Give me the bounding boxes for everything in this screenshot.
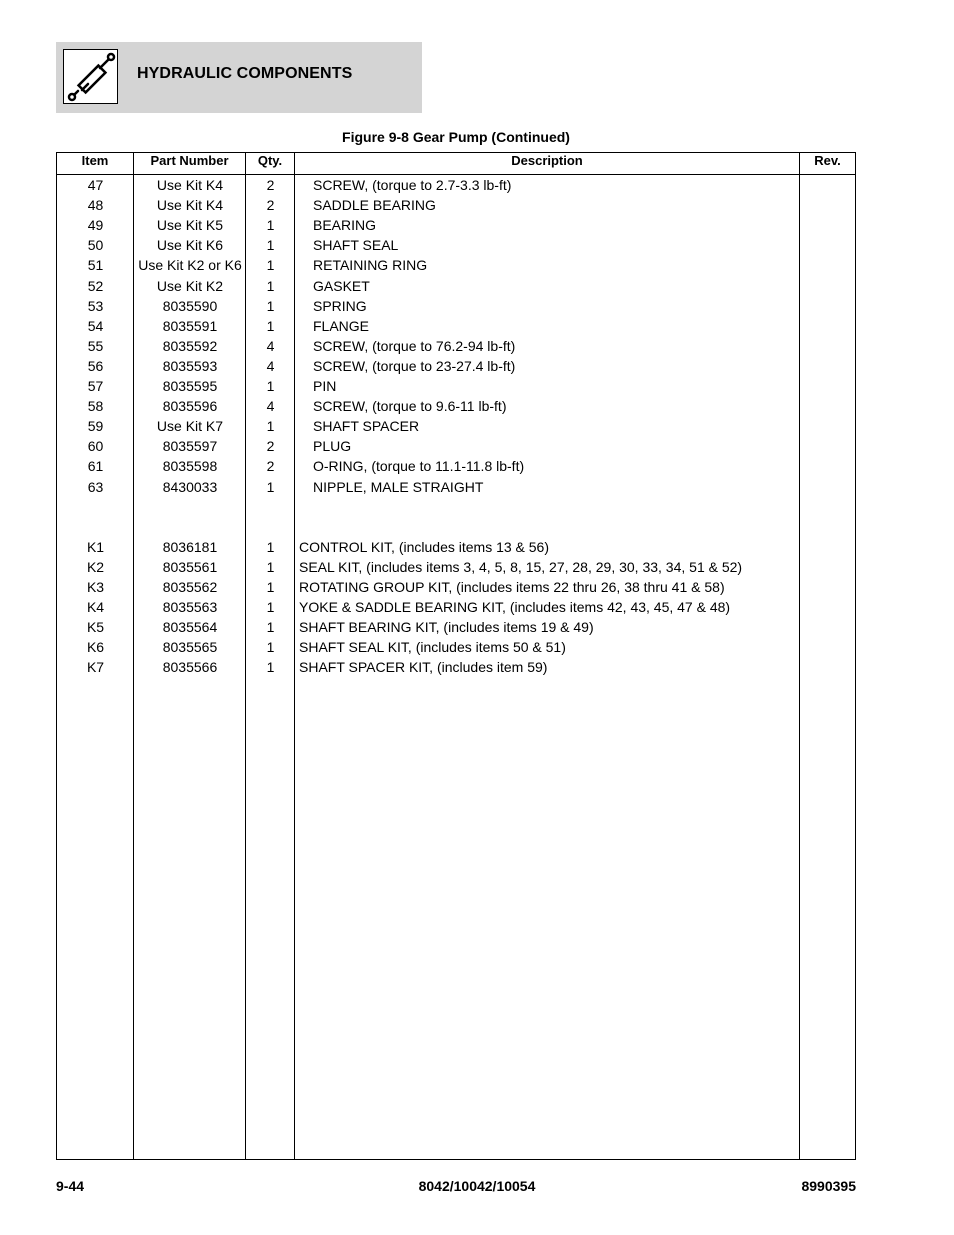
- column-header-rev: Rev.: [814, 153, 841, 168]
- item-cell: K2: [86, 558, 105, 575]
- table-row: [57, 316, 855, 336]
- qty-cell: 1: [266, 378, 275, 394]
- table-row: [57, 215, 855, 235]
- column-header-part-number: Part Number: [150, 153, 229, 168]
- qty-cell: 1: [266, 579, 275, 595]
- part-number-cell: 8035590: [162, 297, 218, 314]
- item-cell: 51: [87, 257, 104, 274]
- description-cell: O-RING, (torque to 11.1-11.8 lb-ft): [313, 458, 525, 475]
- qty-cell: 2: [266, 458, 275, 475]
- item-cell: 58: [87, 398, 104, 415]
- item-cell: 57: [87, 378, 104, 394]
- table-row: [57, 416, 855, 436]
- description-cell: SCREW, (torque to 76.2-94 lb-ft): [313, 337, 516, 354]
- item-cell: 59: [87, 418, 104, 435]
- table-row: [57, 497, 855, 517]
- part-number-cell: 8035591: [162, 317, 218, 334]
- part-number-cell: 8035561: [162, 558, 218, 575]
- item-cell: K4: [86, 599, 105, 616]
- table-row: [57, 456, 855, 476]
- item-cell: 49: [87, 217, 104, 234]
- table-row: [57, 235, 855, 255]
- description-cell: SADDLE BEARING: [313, 197, 436, 214]
- table-row: [57, 396, 855, 416]
- part-number-cell: Use Kit K4: [156, 197, 224, 214]
- description-cell: SPRING: [313, 297, 367, 314]
- table-row: [57, 376, 855, 396]
- qty-cell: 1: [266, 277, 275, 294]
- part-number-cell: 8430033: [162, 478, 218, 495]
- section-title: HYDRAULIC COMPONENTS: [137, 65, 353, 82]
- item-cell: K1: [86, 538, 105, 555]
- column-header-description: Description: [511, 153, 583, 168]
- qty-cell: 4: [266, 337, 275, 354]
- description-cell: PLUG: [313, 438, 352, 455]
- part-number-cell: 8035595: [162, 378, 218, 394]
- table-row: [57, 296, 855, 316]
- qty-cell: 1: [266, 478, 275, 495]
- qty-cell: 1: [266, 599, 275, 616]
- table-row: [57, 276, 855, 296]
- description-cell: SCREW, (torque to 9.6-11 lb-ft): [313, 398, 507, 415]
- item-cell: 52: [87, 277, 104, 294]
- part-number-cell: Use Kit K7: [156, 418, 224, 435]
- qty-cell: 2: [266, 177, 275, 193]
- qty-cell: 1: [266, 659, 275, 676]
- table-row: [57, 195, 855, 215]
- table-row: [57, 175, 855, 195]
- description-cell: CONTROL KIT, (includes items 13 & 56): [299, 538, 550, 555]
- table-row: [57, 356, 855, 376]
- part-number-cell: 8035596: [162, 398, 218, 415]
- description-cell: SCREW, (torque to 23-27.4 lb-ft): [313, 357, 516, 374]
- description-cell: RETAINING RING: [313, 257, 428, 274]
- qty-cell: 1: [266, 317, 275, 334]
- table-row: [57, 336, 855, 356]
- description-cell: SEAL KIT, (includes items 3, 4, 5, 8, 15, 27, 28, 29, 30, 33, 34, 51 & 52): [299, 558, 743, 575]
- parts-table: [56, 152, 856, 1160]
- qty-cell: 1: [266, 619, 275, 636]
- description-cell: SCREW, (torque to 2.7-3.3 lb-ft): [313, 177, 512, 193]
- item-cell: 60: [87, 438, 104, 455]
- qty-cell: 1: [266, 297, 275, 314]
- description-cell: PIN: [313, 378, 337, 394]
- part-number-cell: Use Kit K2 or K6: [138, 257, 242, 274]
- table-row: [57, 577, 855, 597]
- description-cell: SHAFT SEAL KIT, (includes items 50 & 51): [299, 639, 566, 656]
- description-cell: FLANGE: [313, 317, 370, 334]
- item-cell: 50: [87, 237, 104, 254]
- column-header-qty: Qty.: [257, 153, 283, 168]
- qty-cell: 1: [266, 639, 275, 656]
- item-cell: K6: [86, 639, 105, 656]
- description-cell: YOKE & SADDLE BEARING KIT, (includes items 42, 43, 45, 47 & 48): [299, 599, 731, 616]
- table-row: [57, 537, 855, 557]
- document-number: 8990395: [801, 1178, 856, 1194]
- part-number-cell: Use Kit K2: [156, 277, 224, 294]
- description-cell: ROTATING GROUP KIT, (includes items 22 thru 26, 38 thru 41 & 58): [299, 579, 725, 595]
- qty-cell: 2: [266, 438, 275, 455]
- qty-cell: 1: [266, 237, 275, 254]
- part-number-cell: 8035565: [162, 639, 218, 656]
- item-cell: K5: [86, 619, 105, 636]
- table-row: [57, 557, 855, 577]
- model-numbers: 8042/10042/10054: [418, 1178, 536, 1194]
- table-row: [57, 617, 855, 637]
- part-number-cell: 8035563: [162, 599, 218, 616]
- column-header-item: Item: [81, 153, 109, 168]
- qty-cell: 4: [266, 398, 275, 415]
- table-row: [57, 436, 855, 456]
- table-row: [57, 597, 855, 617]
- hydraulic-cylinder-icon: [63, 49, 118, 104]
- item-cell: K3: [86, 579, 105, 595]
- table-row: [57, 517, 855, 537]
- part-number-cell: 8035564: [162, 619, 218, 636]
- figure-title: Figure 9-8 Gear Pump (Continued): [342, 129, 570, 145]
- qty-cell: 2: [266, 197, 275, 214]
- part-number-cell: Use Kit K5: [156, 217, 224, 234]
- table-row: [57, 637, 855, 657]
- part-number-cell: 8036181: [162, 538, 218, 555]
- description-cell: GASKET: [313, 277, 370, 294]
- part-number-cell: 8035597: [162, 438, 218, 455]
- item-cell: 53: [87, 297, 104, 314]
- qty-cell: 1: [266, 538, 275, 555]
- item-cell: 48: [87, 197, 104, 214]
- table-row: [57, 657, 855, 677]
- qty-cell: 1: [266, 418, 275, 435]
- item-cell: 55: [87, 337, 104, 354]
- part-number-cell: 8035593: [162, 357, 218, 374]
- part-number-cell: 8035566: [162, 659, 218, 676]
- part-number-cell: 8035598: [162, 458, 218, 475]
- description-cell: NIPPLE, MALE STRAIGHT: [313, 478, 484, 495]
- description-cell: BEARING: [313, 217, 377, 234]
- part-number-cell: Use Kit K4: [156, 177, 224, 193]
- qty-cell: 1: [266, 558, 275, 575]
- description-cell: SHAFT SEAL: [313, 237, 399, 254]
- description-cell: SHAFT SPACER: [313, 418, 420, 435]
- qty-cell: 1: [266, 217, 275, 234]
- description-cell: SHAFT SPACER KIT, (includes item 59): [299, 659, 548, 676]
- part-number-cell: 8035562: [162, 579, 218, 595]
- qty-cell: 1: [266, 257, 275, 274]
- item-cell: 54: [87, 317, 104, 334]
- table-row: [57, 255, 855, 275]
- item-cell: 47: [87, 177, 104, 193]
- part-number-cell: 8035592: [162, 337, 218, 354]
- part-number-cell: Use Kit K6: [156, 237, 224, 254]
- table-row: [57, 477, 855, 497]
- qty-cell: 4: [266, 357, 275, 374]
- item-cell: 56: [87, 357, 104, 374]
- description-cell: SHAFT BEARING KIT, (includes items 19 & 49): [299, 619, 594, 636]
- page-number: 9-44: [56, 1178, 85, 1194]
- item-cell: 63: [87, 478, 104, 495]
- item-cell: 61: [87, 458, 104, 475]
- item-cell: K7: [86, 659, 105, 676]
